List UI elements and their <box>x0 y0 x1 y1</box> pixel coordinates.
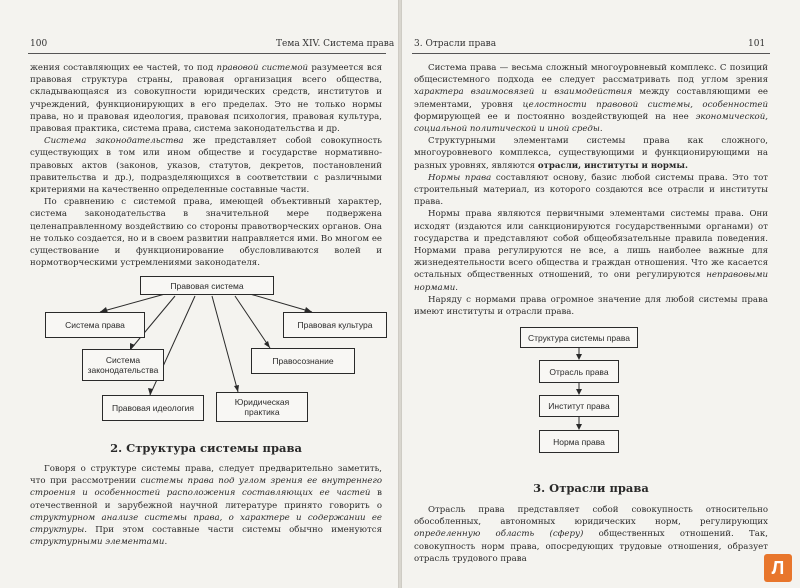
diagram-box-structure: Структура системы права <box>520 327 638 348</box>
diagram-box-legal-culture: Правовая культура <box>283 312 387 338</box>
diagram-box-ideology: Правовая идеология <box>102 395 204 421</box>
left-page <box>0 0 398 588</box>
left-page-number: 100 <box>30 39 48 49</box>
right-text-block-2 <box>414 504 768 565</box>
left-running-title: Тема XIV. Система права <box>276 39 395 49</box>
left-paragraph-2: Система законодательства же представляет собой совокупность существующих в том или ином обществе и государстве нормативно-правовых актов (законов, указов, статутов, декретов, постановлений правительства и др.), подразделяющихся в соответствии с различными критериями на качественно определенные составные части. <box>30 136 382 196</box>
right-paragraph-3: Нормы права составляют основу, базис любой системы права. Это тот строительный материал, из которого создаются все отрасли и институты права. <box>414 172 769 208</box>
diagram-box-norm: Норма права <box>539 430 619 453</box>
right-paragraph-1: Система права — весьма сложный многоуровневый комплекс. С позиций общесистемного подхода ее следует рассматривать под углом зрения характера взаимосвязей и взаимодействия между составляющими ее элементами, уровня целостности правовой системы, особенностей формирующей ее и постоянно воздействующей на нее экономической, социальной политической и иной среды. <box>414 63 768 135</box>
structure-diagram-arrows <box>402 0 800 588</box>
right-paragraph-2: Структурными элементами системы права как сложного, многоуровневого комплекса, существующими и функционирующими на разных уровнях, являются отрасли, институты и нормы. <box>414 136 768 171</box>
right-running-title: 3. Отрасли права <box>414 39 497 49</box>
diagram-box-practice: Юридическая практика <box>216 392 308 422</box>
publisher-logo-icon: Л <box>764 554 792 582</box>
right-paragraph-5: Наряду с нормами права огромное значение для любой системы права имеют институты и отрасли права. <box>414 294 768 318</box>
right-paragraph-6: Отрасль права представляет собой совокупность относительно обособленных, автономных юридических норм, регулирующих определенную область (сферу) общественных отношений. Так, совокупность норм права, опосредующих трудовые отношения, образует отрасль трудового права <box>414 505 768 564</box>
right-paragraph-4: Нормы права являются первичными элементами системы права. Они исходят (издаются или санкционируются государственными органами) от государства и представляют собой общеобязательные правила поведения. Нормами права регулируются не все, а лишь наиболее важные для жизнедеятельности всего общества и граждан отношения. Что же касается остальных общественных отношений, то они регулируются неправовыми нормами. <box>414 209 768 293</box>
diagram-box-legal-system: Правовая система <box>140 276 274 295</box>
left-paragraph-4: Говоря о структуре системы права, следует предварительно заметить, что при рассмотрении системы права под углом зрения ее внутреннего строения и особенностей расположения составляющих ее частей в отечественной и зарубежной научной литературе принято говорить о структурном анализе системы права, о характере и содержании ее структуры. При этом составные части системы обычно именуются структурными элементами. <box>30 464 382 548</box>
diagram-box-system-of-law: Система права <box>45 312 145 338</box>
left-paragraph-1: жения составляющих ее частей, то под правовой системой разумеется вся правовая структура страны, правовая организация всего общества, складывающаяся из совокупности юридических средств, институтов и учреждений, функционирующих в его пределах. Это не только нормы права, но и правовая идеология, правовая психология, правовая культура, правовая практика, система права, система законодательства и др. <box>30 63 382 135</box>
right-page <box>402 0 800 588</box>
diagram-box-institute: Институт права <box>539 395 619 417</box>
right-page-number: 101 <box>748 39 766 49</box>
diagram-box-branch: Отрасль права <box>539 360 619 383</box>
left-section-title: 2. Структура системы права <box>110 441 302 455</box>
diagram-box-legal-consciousness: Правосознание <box>251 348 355 374</box>
diagram-box-legislation: Система законодательства <box>82 349 164 381</box>
right-section-title: 3. Отрасли права <box>533 481 649 495</box>
left-text-block-2 <box>30 463 382 548</box>
left-paragraph-3: По сравнению с системой права, имеющей объективный характер, система законодательства в значительной мере подвержена целенаправленному воздействию со стороны правотворческих органов. Она не только создается, но и в своем развитии направляется ими. Во многом ее существование и функционирование обусловливаются волей и нормотворческими устремлениями законодателя. <box>30 197 382 269</box>
